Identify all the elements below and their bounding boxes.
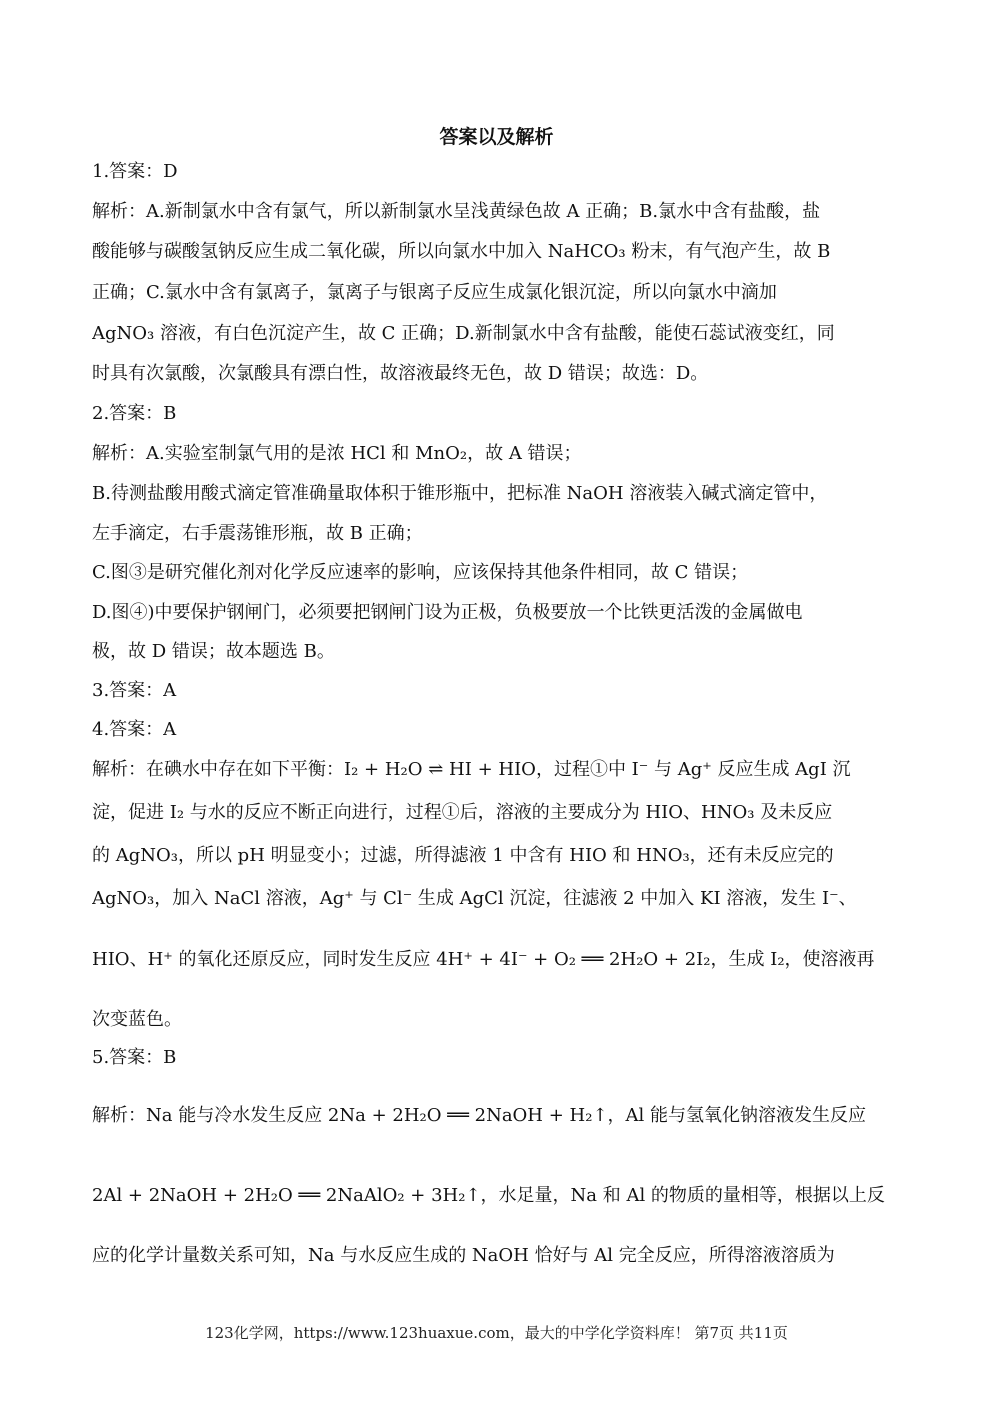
text-line: HIO、H⁺ 的氧化还原反应，同时发生反应 4H⁺ + 4I⁻ + O₂ ══ 2H₂O + 2I₂，生成 I₂，使溶液再 xyxy=(92,949,875,970)
text-line: 解析：A.实验室制氯气用的是浓 HCl 和 MnO₂，故 A 错误； xyxy=(92,443,582,464)
text-line: 2.答案：B xyxy=(92,403,177,424)
text-line: 解析：Na 能与冷水发生反应 2Na + 2H₂O ══ 2NaOH + H₂↑，Al 能与氢氧化钠溶液发生反应 xyxy=(92,1105,867,1126)
text-line: AgNO₃ 溶液，有白色沉淀产生，故 C 正确；D.新制氯水中含有盐酸，能使石蕊试液变红，同 xyxy=(92,323,835,344)
text-line: 左手滴定，右手震荡锥形瓶，故 B 正确； xyxy=(92,523,423,544)
text-line: 淀，促进 I₂ 与水的反应不断正向进行，过程①后，溶液的主要成分为 HIO、HNO₃ 及未反应 xyxy=(92,802,833,823)
text-line: D.图④)中要保护钢闸门，必须要把钢闸门设为正极，负极要放一个比铁更活泼的金属做电 xyxy=(92,602,803,623)
text-line: 2Al + 2NaOH + 2H₂O ══ 2NaAlO₂ + 3H₂↑，水足量，Na 和 Al 的物质的量相等，根据以上反 xyxy=(92,1185,885,1206)
text-line: 极，故 D 错误；故本题选 B。 xyxy=(92,641,335,662)
text-line: 解析：在碘水中存在如下平衡：I₂ + H₂O ⇌ HI + HIO，过程①中 I⁻ 与 Ag⁺ 反应生成 AgI 沉 xyxy=(92,759,851,780)
page-footer: 123化学网，https://www.123huaxue.com，最大的中学化学资料库！ 第7页 共11页 xyxy=(205,1324,788,1342)
text-line: 正确；C.氯水中含有氯离子，氯离子与银离子反应生成氯化银沉淀，所以向氯水中滴加 xyxy=(92,282,777,303)
text-line: C.图③是研究催化剂对化学反应速率的影响，应该保持其他条件相同，故 C 错误； xyxy=(92,562,749,583)
text-line: B.待测盐酸用酸式滴定管准确量取体积于锥形瓶中，把标准 NaOH 溶液装入碱式滴定管中， xyxy=(92,483,828,504)
text-line: AgNO₃，加入 NaCl 溶液，Ag⁺ 与 Cl⁻ 生成 AgCl 沉淀，往滤液 2 中加入 KI 溶液，发生 I⁻、 xyxy=(92,888,857,909)
page-title: 答案以及解析 xyxy=(439,126,554,148)
text-line: 时具有次氯酸，次氯酸具有漂白性，故溶液最终无色，故 D 错误；故选：D。 xyxy=(92,363,709,384)
text-line: 酸能够与碳酸氢钠反应生成二氧化碳，所以向氯水中加入 NaHCO₃ 粉末，有气泡产生，故 B xyxy=(92,241,831,262)
text-line: 的 AgNO₃，所以 pH 明显变小；过滤，所得滤液 1 中含有 HIO 和 HNO₃，还有未反应完的 xyxy=(92,845,834,866)
text-line: 4.答案：A xyxy=(92,719,177,740)
text-line: 3.答案：A xyxy=(92,680,177,701)
text-line: 1.答案：D xyxy=(92,161,178,182)
text-line: 次变蓝色。 xyxy=(92,1009,182,1030)
text-line: 5.答案：B xyxy=(92,1047,177,1068)
text-line: 解析：A.新制氯水中含有氯气，所以新制氯水呈浅黄绿色故 A 正确；B.氯水中含有盐酸，盐 xyxy=(92,201,821,222)
text-line: 应的化学计量数关系可知，Na 与水反应生成的 NaOH 恰好与 Al 完全反应，所得溶液溶质为 xyxy=(92,1245,835,1266)
